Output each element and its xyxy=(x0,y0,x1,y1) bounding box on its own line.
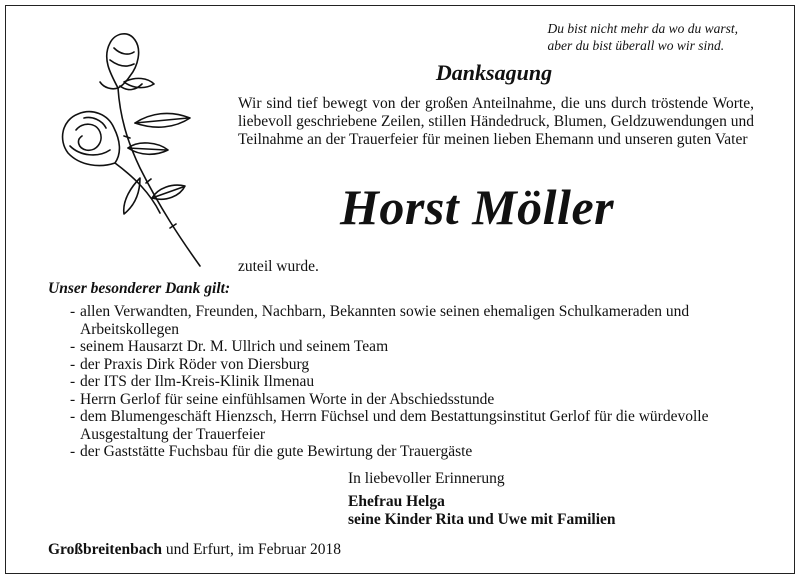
motto-line-2: aber du bist überall wo wir sind. xyxy=(547,38,725,53)
thanks-list xyxy=(70,303,710,461)
signer-line-1: Ehefrau Helga xyxy=(348,493,445,510)
place-name: Großbreitenbach xyxy=(48,541,162,558)
closing-text: In liebevoller Erinnerung xyxy=(348,470,505,487)
thanks-item: - dem Blumengeschäft Hienzsch, Herrn Füchsel und dem Bestattungsinstitut Gerlof für die würdevolle Ausgestaltung der Trauerfeier xyxy=(70,408,710,443)
rose-drawing xyxy=(40,18,205,268)
page-title: Danksagung xyxy=(435,60,553,85)
thanks-item: - der ITS der Ilm-Kreis-Klinik Ilmenau xyxy=(70,373,710,391)
intro-text: Wir sind tief bewegt von der großen Anteilnahme, die uns durch tröstende Worte, liebevoll geschriebene Zeilen, stillen Händedruck, Blumen, Geldzuwendungen und Teilnahme an der Trauerfeier für meinen lieben Ehemann und unseren guten Vater xyxy=(238,95,754,148)
signer-line-2: seine Kinder Rita und Uwe mit Familien xyxy=(348,511,616,528)
signers xyxy=(348,493,616,529)
thanks-item: - Herrn Gerlof für seine einfühlsamen Worte in der Abschiedsstunde xyxy=(70,391,710,409)
place-date-rest: und Erfurt, im Februar 2018 xyxy=(161,541,342,558)
motto-line-1: Du bist nicht mehr da wo du warst, xyxy=(547,21,738,36)
thanks-item: - seinem Hausarzt Dr. M. Ullrich und seinem Team xyxy=(70,338,710,356)
after-name-text: zuteil wurde. xyxy=(238,258,319,275)
thanks-item: - der Gaststätte Fuchsbau für die gute Bewirtung der Trauergäste xyxy=(70,443,710,461)
thanks-item: - der Praxis Dirk Röder von Diersburg xyxy=(70,356,710,374)
motto xyxy=(547,20,738,54)
thanks-item: - allen Verwandten, Freunden, Nachbarn, Bekannten sowie seinen ehemaligen Schulkameraden und Arbeitskollegen xyxy=(70,303,710,338)
thanks-heading: Unser besonderer Dank gilt: xyxy=(48,280,231,297)
place-date xyxy=(48,541,341,559)
deceased-name: Horst Möller xyxy=(340,179,615,235)
